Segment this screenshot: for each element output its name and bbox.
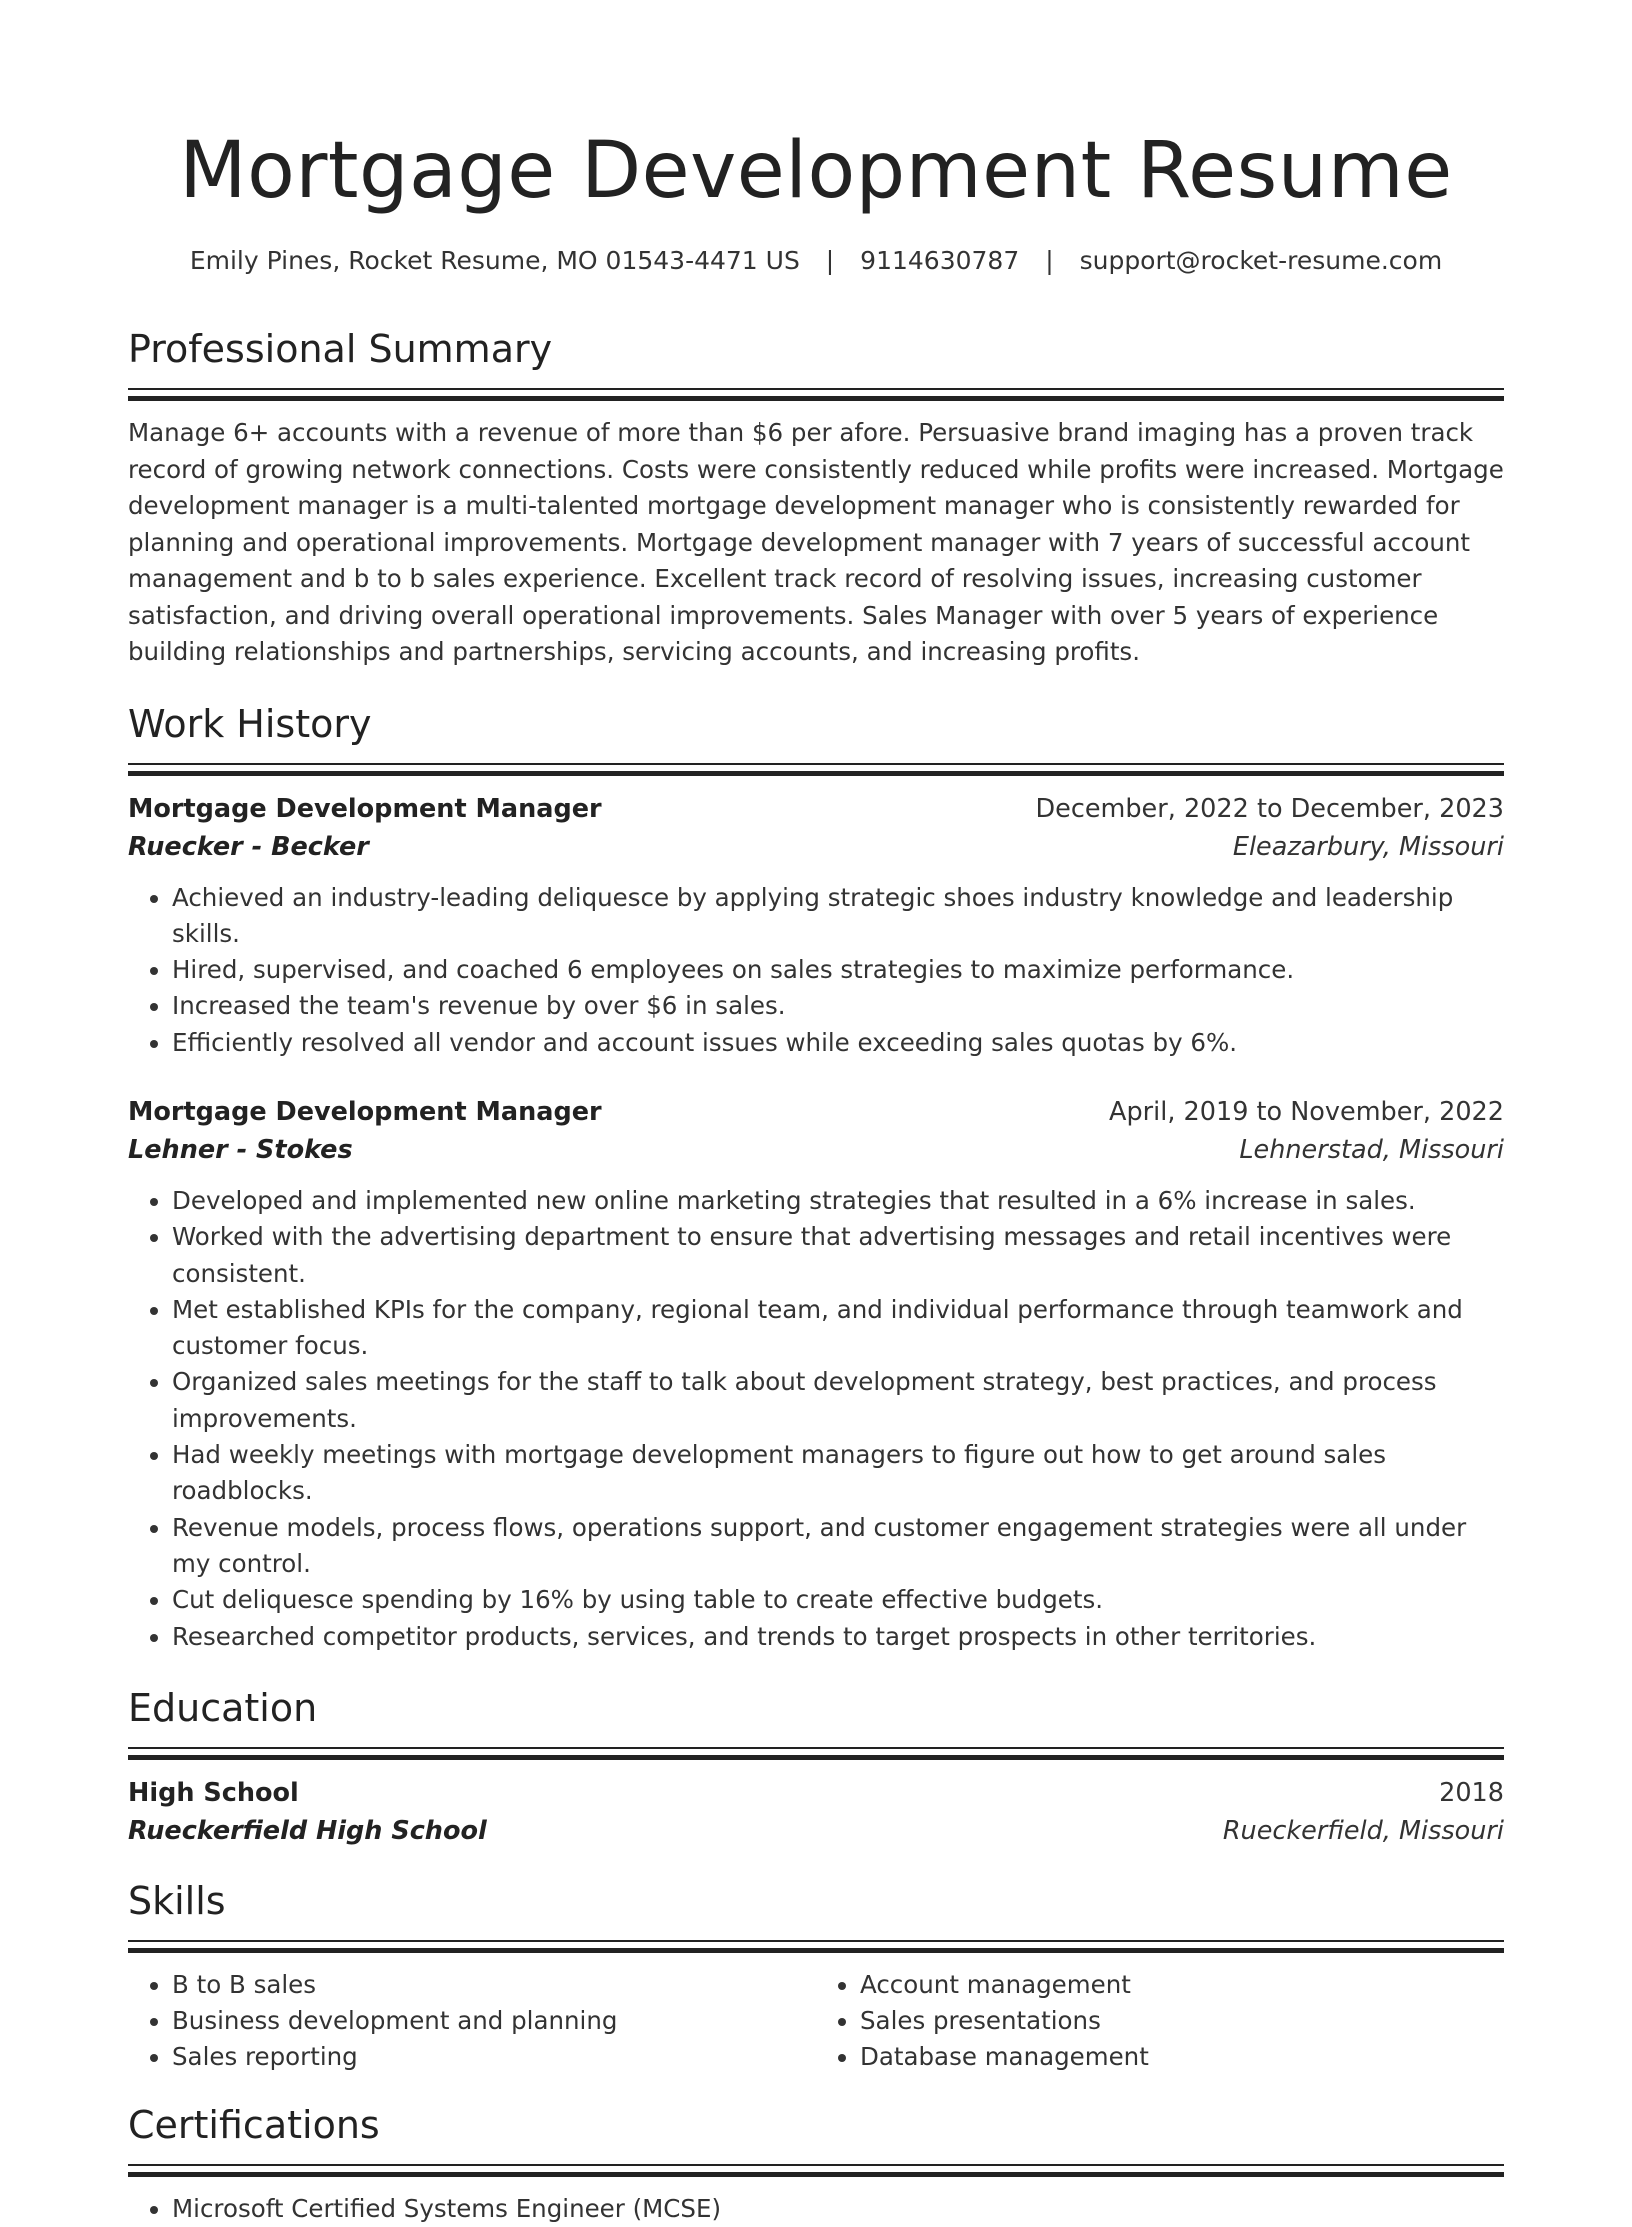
- contact-line: [128, 244, 1504, 278]
- job-bullet: • Cut deliquesce spending by 16% by using table to create effective budgets.: [172, 1582, 1504, 1618]
- education-section: [128, 1683, 1504, 1850]
- section-divider: [128, 388, 1504, 403]
- section-heading: Education: [128, 1685, 318, 1730]
- section-heading: Work History: [128, 701, 372, 746]
- section-divider: [128, 2164, 1504, 2179]
- resume-page: [128, 0, 1504, 2227]
- job-employer: Lehner - Stokes: [128, 1134, 353, 1165]
- contact-address: Emily Pines, Rocket Resume, MO 01543-4471 US: [189, 246, 800, 275]
- section-divider: [128, 1747, 1504, 1762]
- job-bullet: • Efficiently resolved all vendor and account issues while exceeding sales quotas by 6%.: [172, 1025, 1504, 1061]
- section-heading: Professional Summary: [128, 327, 553, 371]
- education-degree: High School: [128, 1777, 299, 1808]
- job-employer-row: [128, 1131, 1504, 1169]
- education-school-row: [128, 1812, 1504, 1850]
- education-header-row: [128, 1774, 1504, 1812]
- skill-item: • B to B sales: [172, 1967, 816, 2003]
- professional-summary-section: [128, 324, 1504, 671]
- job-title: Mortgage Development Manager: [128, 793, 602, 824]
- skills-list-left: [128, 1967, 816, 2076]
- skills-list-right: [816, 1967, 1504, 2076]
- job-employer-row: [128, 828, 1504, 866]
- skills-grid: [128, 1967, 1504, 2076]
- job-entry: [128, 790, 1504, 1061]
- skill-item: • Business development and planning: [172, 2003, 816, 2039]
- job-bullet: • Researched competitor products, services, and trends to target prospects in other territories.: [172, 1619, 1504, 1655]
- job-bullet: • Organized sales meetings for the staff to talk about development strategy, best practices, and process improvements.: [172, 1364, 1504, 1437]
- job-bullet: • Developed and implemented new online marketing strategies that resulted in a 6% increase in sales.: [172, 1183, 1504, 1219]
- education-year: 2018: [1439, 1777, 1504, 1808]
- skill-item: • Sales reporting: [172, 2039, 816, 2075]
- skill-item: • Sales presentations: [860, 2003, 1504, 2039]
- job-location: Lehnerstad, Missouri: [1239, 1134, 1504, 1165]
- job-header-row: [128, 790, 1504, 828]
- job-location: Eleazarbury, Missouri: [1232, 831, 1504, 862]
- resume-title: Mortgage Development Resume: [179, 126, 1453, 216]
- job-bullet: • Achieved an industry-leading deliquesce by applying strategic shoes industry knowledge and leadership skills.: [172, 880, 1504, 953]
- skill-item: • Account management: [860, 1967, 1504, 2003]
- contact-separator: |: [1045, 246, 1054, 275]
- job-header-row: [128, 1093, 1504, 1131]
- job-bullet: • Increased the team's revenue by over $6 in sales.: [172, 988, 1504, 1024]
- job-bullet: • Worked with the advertising department to ensure that advertising messages and retail incentives were consistent.: [172, 1219, 1504, 1292]
- job-bullet-list: [128, 880, 1504, 1061]
- job-bullet-list: [128, 1183, 1504, 1655]
- section-divider: [128, 1940, 1504, 1955]
- job-dates: April, 2019 to November, 2022: [1109, 1096, 1504, 1127]
- job-bullet: • Revenue models, process flows, operations support, and customer engagement strategies were all under my control.: [172, 1510, 1504, 1583]
- contact-phone: 9114630787: [860, 246, 1020, 275]
- job-bullet: • Hired, supervised, and coached 6 employees on sales strategies to maximize performance.: [172, 952, 1504, 988]
- job-bullet: • Had weekly meetings with mortgage development managers to figure out how to get around sales roadblocks.: [172, 1437, 1504, 1510]
- job-bullet: • Met established KPIs for the company, regional team, and individual performance through teamwork and customer focus.: [172, 1292, 1504, 1365]
- section-heading: Skills: [128, 1878, 226, 1923]
- education-school: Rueckerfield High School: [128, 1815, 487, 1846]
- contact-separator: |: [825, 246, 835, 275]
- job-employer: Ruecker - Becker: [128, 831, 369, 862]
- section-heading: Certifications: [128, 2102, 380, 2147]
- education-location: Rueckerfield, Missouri: [1222, 1815, 1504, 1846]
- job-title: Mortgage Development Manager: [128, 1096, 602, 1127]
- job-dates: December, 2022 to December, 2023: [1035, 793, 1504, 824]
- certifications-section: [128, 2100, 1504, 2227]
- skill-item: • Database management: [860, 2039, 1504, 2075]
- certifications-list: [128, 2191, 1504, 2227]
- work-history-section: [128, 699, 1504, 1655]
- skills-section: [128, 1876, 1504, 2076]
- summary-text: Manage 6+ accounts with a revenue of more than $6 per afore. Persuasive brand imaging has a proven track record of growing network connections. Costs were consistently reduced while profits were increased. Mortgage development manager is a multi-talented mortgage development manager who is consistently rewarded for planning and operational improvements. Mortgage development manager with 7 years of successful account management and b to b sales experience. Excellent track record of resolving issues, increasing customer satisfaction, and driving overall operational improvements. Sales Manager with over 5 years of experience building relationships and partnerships, servicing accounts, and increasing profits.: [128, 418, 1504, 666]
- contact-email: support@rocket-resume.com: [1079, 246, 1443, 275]
- certification-item: • Microsoft Certified Systems Engineer (MCSE): [172, 2191, 1504, 2227]
- job-entry: [128, 1093, 1504, 1655]
- section-divider: [128, 763, 1504, 778]
